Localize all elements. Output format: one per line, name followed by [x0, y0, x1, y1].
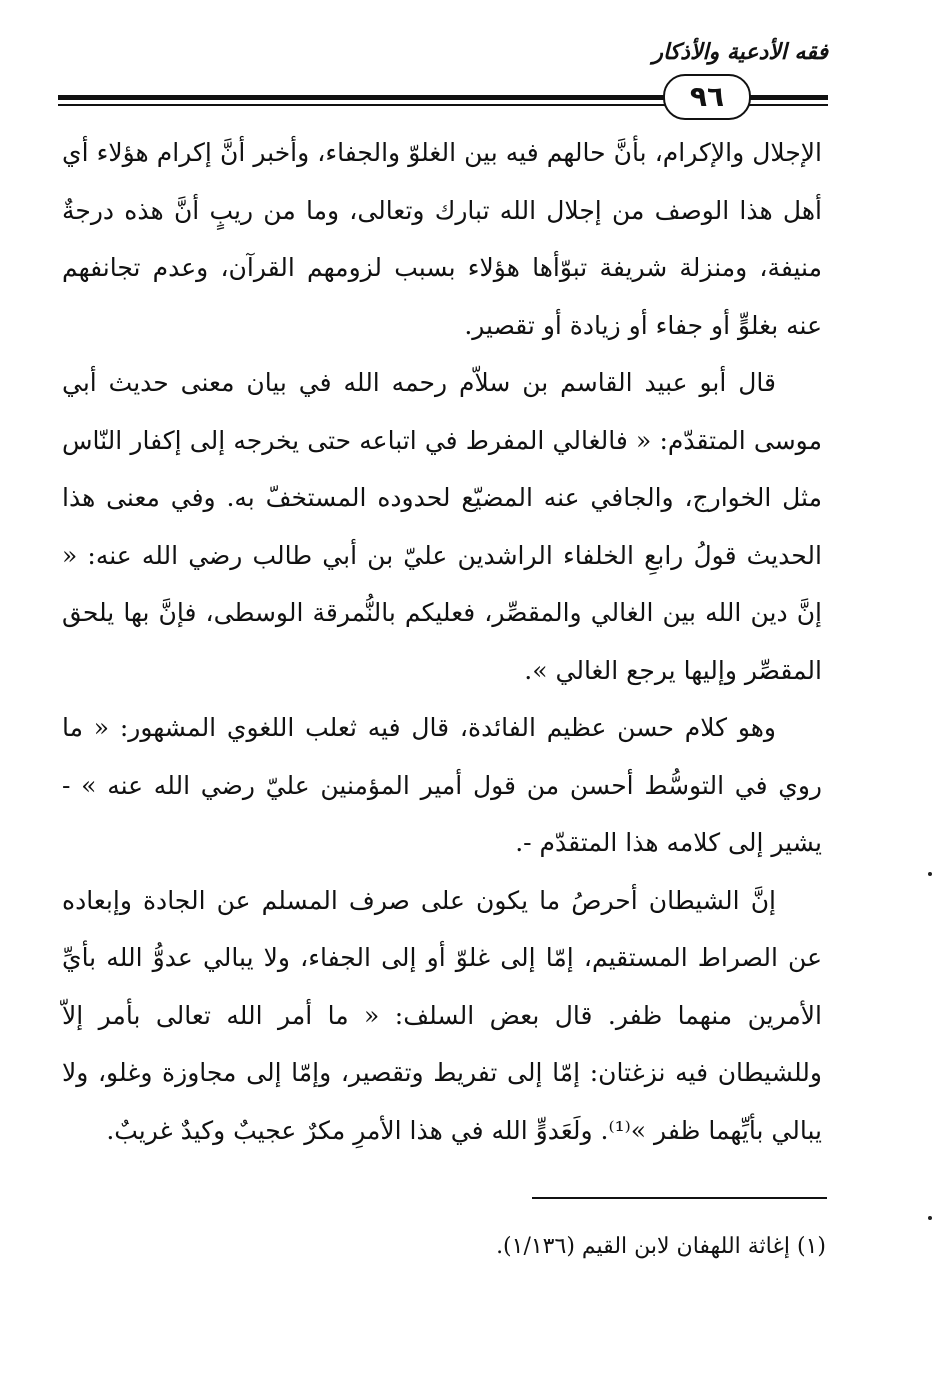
footnote: (١) إغاثة اللهفان لابن القيم (١/١٣٦). — [496, 1234, 826, 1259]
book-title: فقه الأدعية والأذكار — [652, 40, 828, 65]
page-header — [58, 40, 828, 120]
main-text — [62, 124, 822, 1159]
paragraph-1: الإجلال والإكرام، بأنَّ حالهم فيه بين الغلوّ والجفاء، وأخبر أنَّ إكرام هؤلاء أي أهل هذا الوصف من إجلال الله تبارك وتعالى، وما من ريبٍ أنَّ هذه درجةٌ منيفة، ومنزلة شريفة تبوّأها هؤلاء بسبب لزومهم القرآن، وعدم تجانفهم عنه بغلوٍّ أو جفاء أو زيادة أو تقصير. — [62, 138, 822, 340]
paragraph-4: إنَّ الشيطان أحرصُ ما يكون على صرف المسلم عن الجادة وإبعاده عن الصراط المستقيم، إمّا إلى غلوّ أو إلى الجفاء، ولا يبالي عدوُّ الله بأيِّ الأمرين منهما ظفر. قال بعض السلف: « ما أمر الله تعالى بأمر إلاّ وللشيطان فيه نزغتان: إمّا إلى تفريط وتقصير، وإمّا إلى مجاوزة وغلو، ولا يبالي بأيِّهما ظفر »⁽¹⁾. ولَعَدوٍّ الله في هذا الأمرِ مكرٌ عجيبٌ وكيدٌ غريبٌ. — [62, 885, 822, 1145]
footnote-separator — [532, 1197, 827, 1199]
margin-mark — [928, 1216, 932, 1220]
paragraph-2: قال أبو عبيد القاسم بن سلاّم رحمه الله في بيان معنى حديث أبي موسى المتقدّم: « فالغالي المفرط في اتباعه حتى يخرجه إلى إكفار النّاس مثل الخوارج، والجافي عنه المضيّع لحدوده المستخفّ به. وفي معنى هذا الحديث قولُ رابعِ الخلفاء الراشدين عليّ بن أبي طالب رضي الله عنه: « إنَّ دين الله بين الغالي والمقصِّر، فعليكم بالنُّمرقة الوسطى، فإنَّ بها يلحق المقصِّر وإليها يرجع الغالي ». — [62, 368, 822, 685]
paragraph-3: وهو كلام حسن عظيم الفائدة، قال فيه ثعلب اللغوي المشهور: « ما روي في التوسُّط أحسن من قول أمير المؤمنين عليّ رضي الله عنه » - يشير إلى كلامه هذا المتقدّم -. — [62, 713, 822, 857]
page-number: ٩٦ — [663, 74, 751, 120]
margin-mark — [928, 872, 932, 876]
